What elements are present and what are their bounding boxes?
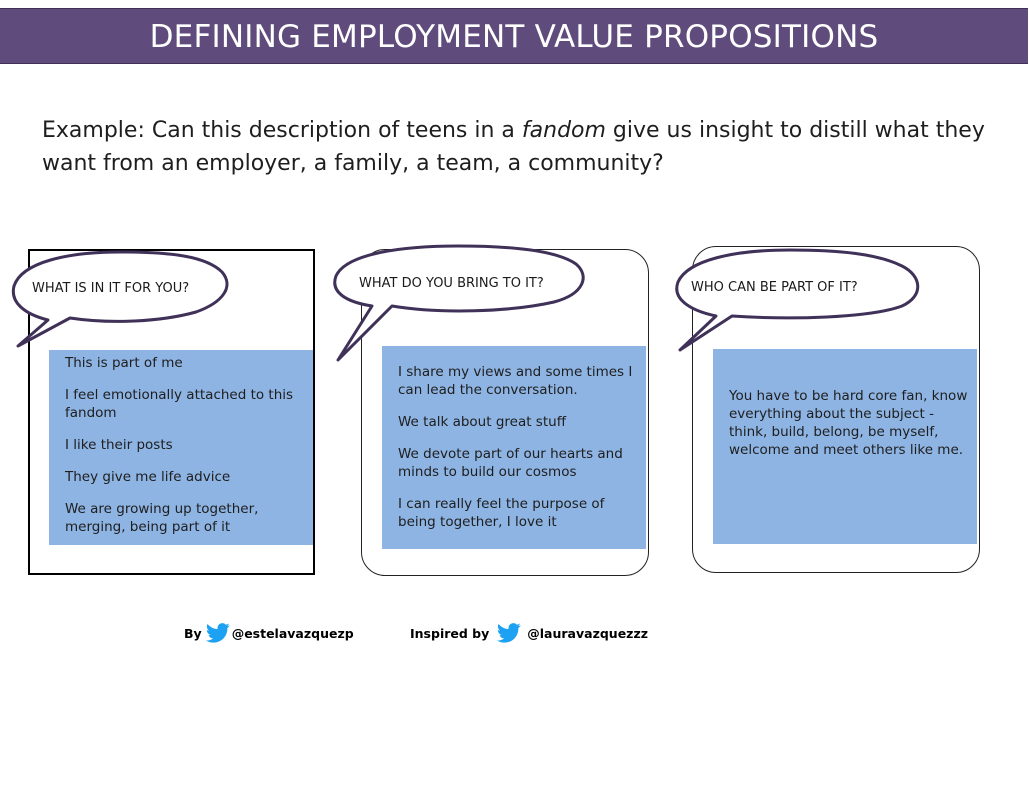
list-item: I feel emotionally attached to this fandom: [65, 387, 294, 421]
credit-inspired-by: [410, 622, 648, 644]
credit-inspired-handle[interactable]: @lauravazquezzz: [527, 625, 648, 641]
list-item: I share my views and some times I can lead the conversation.: [398, 364, 633, 398]
list-item: They give me life advice: [65, 469, 231, 485]
intro-text-before: Example: Can this description of teens in a: [42, 118, 522, 143]
intro-emphasis: fandom: [521, 118, 606, 143]
intro-text-after: give us insight to distill what they want from an employer, a family, a team, a community?: [42, 118, 985, 176]
speech-bubble-label: WHAT IS IN IT FOR YOU?: [32, 281, 190, 296]
speech-bubble-shape: [0, 0, 940, 370]
speech-bubble-label: WHO CAN BE PART OF IT?: [691, 280, 858, 295]
list-item: I like their posts: [65, 437, 173, 453]
card-panel-who-can-be-part: [713, 349, 977, 544]
twitter-bird-icon: [206, 623, 230, 643]
list-item: This is part of me: [65, 355, 183, 371]
list-item: We devote part of our hearts and minds to build our cosmos: [398, 446, 623, 480]
list-item: You have to be hard core fan, know everything about the subject - think, build, belong, be myself, welcome and meet others like me.: [729, 388, 968, 458]
list-item: I can really feel the purpose of being together, I love it: [398, 496, 605, 530]
credit-by: [184, 622, 354, 644]
credit-by-handle[interactable]: @estelavazquezp: [231, 625, 354, 641]
list-item: We are growing up together, merging, being part of it: [65, 501, 259, 535]
credit-by-label: By: [184, 625, 202, 641]
speech-bubble-label: WHAT DO YOU BRING TO IT?: [359, 276, 544, 291]
page-title: DEFINING EMPLOYMENT VALUE PROPOSITIONS: [0, 8, 1028, 64]
card-panel-what-do-you-bring: [382, 346, 646, 549]
list-item: We talk about great stuff: [398, 414, 566, 430]
twitter-bird-icon: [497, 623, 521, 643]
credit-inspired-label: Inspired by: [410, 625, 490, 641]
card-panel-what-is-in-it: [49, 350, 313, 545]
